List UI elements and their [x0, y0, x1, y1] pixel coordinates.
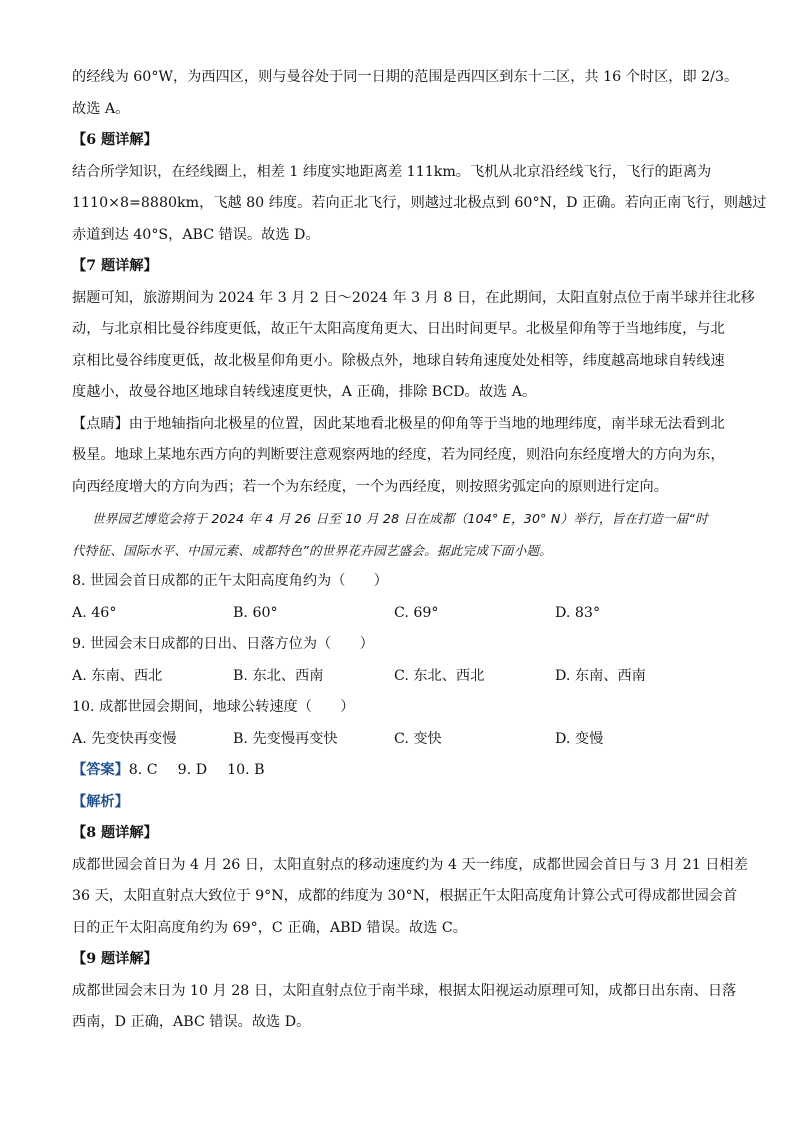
answer-item: 8. C — [128, 762, 158, 778]
analysis-label: 【解析】 — [72, 793, 129, 810]
text-line: 1110×8=8880km，飞越 80 纬度。若向正北飞行，则越过北极点到 60°N，D 正确。若向正南飞行，则越过 — [72, 195, 767, 211]
answer-item: 10. B — [227, 762, 265, 778]
text-line: 据题可知，旅游期间为 2024 年 3 月 2 日～2024 年 3 月 8 日，在此期间，太阳直射点位于南半球并往北移 — [72, 289, 755, 306]
dianjing-line: 【点睛】由于地轴指向北极星的位置，因此某地看北极星的仰角等于当地的地理纬度，南半球无法看到北 — [72, 415, 725, 432]
dianjing-line: 极星。地球上某地东西方向的判断要注意观察两地的经度，若为同经度，则沿向东经度增大的方向为东， — [72, 447, 725, 463]
q8-header: 【8 题详解】 — [72, 825, 158, 841]
option: B. 60° — [233, 604, 278, 621]
option: B. 先变慢再变快 — [233, 730, 338, 747]
options-row — [72, 661, 744, 693]
options-row — [72, 724, 744, 756]
option: B. 东北、西南 — [233, 667, 324, 684]
text-line: 36 天，太阳直射点大致位于 9°N，成都的纬度为 30°N，根据正午太阳高度角计算公式可得成都世园会首 — [72, 888, 738, 904]
text-line: 成都世园会首日为 4 月 26 日，太阳直射点的移动速度约为 4 天一纬度，成都世园会首日与 3 月 21 日相差 — [72, 856, 748, 873]
document-page — [72, 62, 767, 1039]
dianjing-line: 向西经度增大的方向为西；若一个为东经度，一个为西经度，则按照劣弧定向的原则进行定向。 — [72, 478, 668, 495]
option: A. 46° — [72, 604, 117, 621]
text-line: 成都世园会末日为 10 月 28 日，太阳直射点位于南半球，根据太阳视运动原理可知，成都日出东南、日落 — [72, 982, 737, 999]
option: A. 先变快再变慢 — [72, 730, 177, 747]
options-row — [72, 598, 744, 630]
text-line: 的经线为 60°W，为西四区，则与曼谷处于同一日期的范围是西四区到东十二区，共 16 个时区，即 2/3。 — [72, 69, 739, 85]
intro-line: 代特征、国际水平、中国元素、成都特色”的世界花卉园艺盛会。据此完成下面小题。 — [72, 542, 553, 558]
option: D. 东南、西南 — [555, 667, 646, 684]
text-line: 故选 A。 — [72, 100, 130, 117]
answer-item: 9. D — [177, 762, 208, 778]
option: C. 东北、西北 — [394, 667, 485, 684]
answer-row — [72, 755, 744, 787]
answer-item-group — [72, 755, 158, 787]
text-line: 度越小，故曼谷地区地球自转线速度更快，A 正确，排除 BCD。故选 A。 — [72, 384, 537, 400]
text-line: 京相比曼谷纬度更低，故北极星仰角更小。除极点外，地球自转角速度处处相等，纬度越高地球自转线速 — [72, 352, 725, 369]
q7-header: 【7 题详解】 — [72, 258, 158, 274]
answer-label: 【答案】 — [72, 762, 129, 778]
intro-line: 世界园艺博览会将于 2024 年 4 月 26 日至 10 月 28 日在成都（104° E，30° N）举行，旨在打造一届“时 — [92, 511, 708, 526]
text-line: 日的正午太阳高度角约为 69°，C 正确，ABD 错误。故选 C。 — [72, 919, 467, 936]
option: D. 83° — [555, 604, 601, 621]
text-line: 结合所学知识，在经线圈上，相差 1 纬度实地距离差 111km。飞机从北京沿经线飞行，飞行的距离为 — [72, 163, 712, 180]
question-stem: 9. 世园会末日成都的日出、日落方位为（ ） — [72, 636, 374, 652]
question-stem: 8. 世园会首日成都的正午太阳高度角约为（ ） — [72, 573, 388, 589]
q9-header: 【9 题详解】 — [72, 951, 158, 967]
option: C. 69° — [394, 604, 439, 621]
option: A. 东南、西北 — [72, 667, 163, 684]
text-line: 动，与北京相比曼谷纬度更低，故正午太阳高度角更大、日出时间更早。北极星仰角等于当地纬度，与北 — [72, 321, 725, 337]
question-stem: 10. 成都世园会期间，地球公转速度（ ） — [72, 699, 355, 715]
option: C. 变快 — [394, 730, 442, 747]
text-line: 赤道到达 40°S，ABC 错误。故选 D。 — [72, 226, 320, 243]
text-line: 西南，D 正确，ABC 错误。故选 D。 — [72, 1014, 311, 1030]
q6-header: 【6 题详解】 — [72, 132, 158, 148]
option: D. 变慢 — [555, 730, 604, 747]
